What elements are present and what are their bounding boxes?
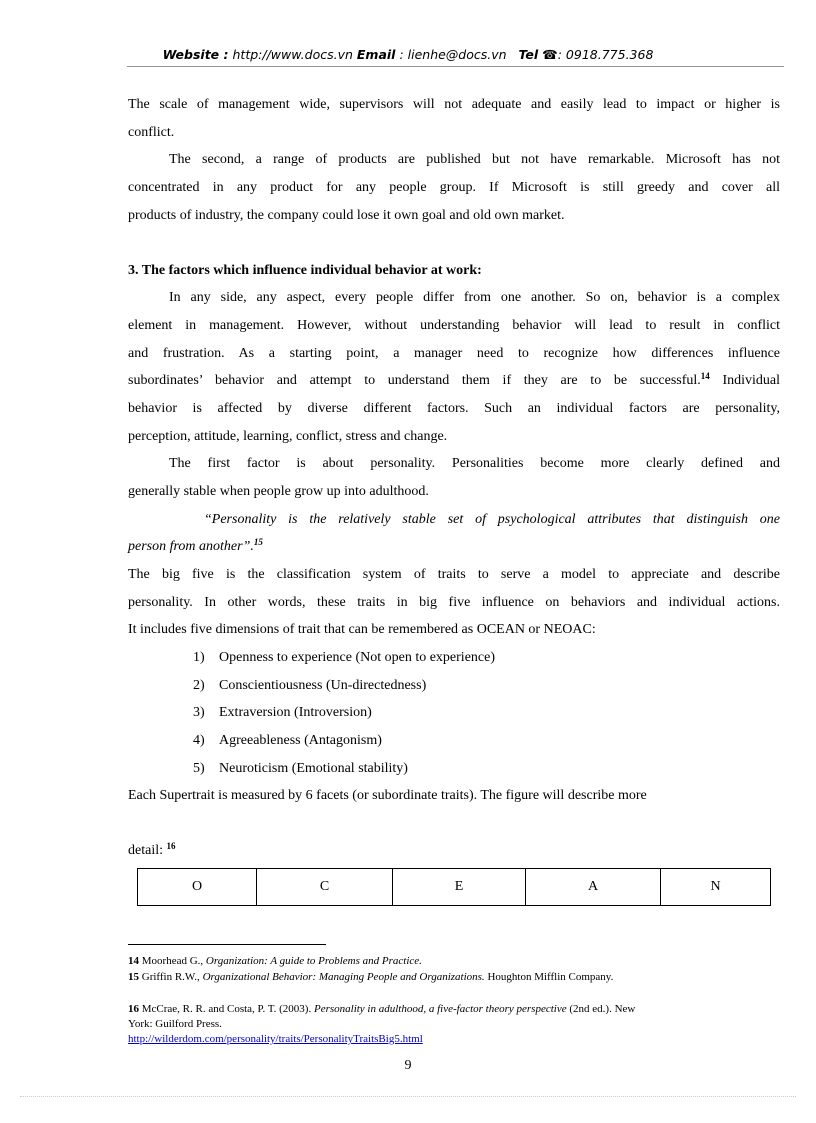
paragraph-3-line-1: In any side, any aspect, every people differ from one another. So on, behavior is a complex [169, 290, 780, 305]
website-label: Website : [162, 47, 229, 62]
footnote-15-number: 15 [128, 971, 139, 983]
paragraph-3-line-6: perception, attitude, learning, conflict, stress and change. [128, 429, 448, 444]
list-text: Agreeableness (Antagonism) [219, 733, 382, 748]
list-text: Conscientiousness (Un-directedness) [219, 678, 427, 693]
page-header [0, 47, 816, 62]
paragraph-5-line-2: personality. In other words, these traits in big five influence on behaviors and individual actions. [128, 595, 780, 610]
paragraph-1-line-1: The scale of management wide, supervisors will not adequate and easily lead to impact or higher is [128, 97, 780, 112]
footnote-14-title: Organization: A guide to Problems and Practice. [205, 955, 422, 967]
paragraph-2-line-2: concentrated in any product for any people group. If Microsoft is still greedy and cover all [128, 180, 780, 195]
header-divider [127, 66, 784, 67]
website-url: http://www.docs.vn [232, 47, 353, 62]
page-bottom-divider [20, 1096, 796, 1097]
list-text: Neuroticism (Emotional stability) [219, 761, 408, 776]
section-heading: 3. The factors which influence individual behavior at work: [128, 263, 482, 278]
footnote-15-publisher: Houghton Mifflin Company. [484, 971, 614, 983]
list-number: 2) [193, 678, 205, 693]
table-cell-n: N [661, 869, 771, 906]
list-text: Extraversion (Introversion) [219, 705, 372, 720]
paragraph-1-line-2: conflict. [128, 125, 175, 140]
paragraph-3-line-5: behavior is affected by diverse different factors. Such an individual factors are personality, [128, 401, 780, 416]
footnote-15 [128, 970, 613, 985]
quote-line-2-text: person from another”. [128, 539, 254, 554]
table-cell-a: A [526, 869, 661, 906]
footnote-ref-16: 16 [166, 841, 176, 851]
list-item [193, 677, 426, 695]
list-number: 3) [193, 705, 205, 720]
paragraph-3-line-2: element in management. However, without understanding behavior will lead to result in conflict [128, 318, 780, 333]
list-text: Openness to experience (Not open to experience) [219, 650, 495, 665]
page-number: 9 [404, 1058, 412, 1073]
list-item [193, 649, 495, 667]
footnote-15-author: Griffin R.W., [139, 971, 203, 983]
table-cell-e: E [393, 869, 526, 906]
footnote-ref-15: 15 [253, 537, 263, 547]
email-value: : lienhe@docs.vn [399, 47, 507, 62]
tel-label: Tel [518, 47, 539, 62]
paragraph-5-line-1: The big five is the classification system of traits to serve a model to appreciate and describe [128, 567, 780, 582]
paragraph-4-line-2: generally stable when people grow up into adulthood. [128, 484, 429, 499]
footnote-16-rest: (2nd ed.). New [566, 1003, 636, 1015]
paragraph-4-line-1: The first factor is about personality. Personalities become more clearly defined and [169, 456, 780, 471]
paragraph-6-line-2-text: detail: [128, 843, 167, 858]
footnote-14 [128, 954, 422, 969]
paragraph-3-line-3: and frustration. As a starting point, a manager need to recognize how differences influence [128, 346, 780, 361]
list-number: 5) [193, 761, 205, 776]
footnote-16-author: McCrae, R. R. and Costa, P. T. (2003). [139, 1003, 314, 1015]
paragraph-2-line-1: The second, a range of products are published but not have remarkable. Microsoft has not [169, 152, 780, 167]
footnote-16-line-3 [128, 1032, 423, 1047]
list-item [193, 732, 382, 750]
quote-line-2 [128, 538, 780, 556]
phone-icon: ☎ [542, 47, 558, 62]
list-item [193, 704, 372, 722]
table-cell-c: C [257, 869, 393, 906]
list-number: 4) [193, 733, 205, 748]
paragraph-3-line-4-text: subordinates’ behavior and attempt to understand them if they are to be successful. [128, 373, 701, 388]
table-row [138, 869, 771, 906]
footnote-14-number: 14 [128, 955, 139, 967]
footnote-15-title: Organizational Behavior: Managing People and Organizations. [202, 971, 485, 983]
footnote-14-author: Moorhead G., [139, 955, 206, 967]
paragraph-3-line-4 [128, 372, 780, 390]
footnote-16-link[interactable]: http://wilderdom.com/personality/traits/PersonalityTraitsBig5.html [128, 1033, 423, 1045]
email-label: Email [356, 47, 396, 62]
paragraph-5-line-3: It includes five dimensions of trait that can be remembered as OCEAN or NEOAC: [128, 622, 596, 637]
footnote-16-number: 16 [128, 1003, 139, 1015]
tel-value: : 0918.775.368 [557, 47, 654, 62]
footnote-ref-14: 14 [700, 371, 710, 381]
footnote-16-line-2: York: Guilford Press. [128, 1018, 222, 1030]
footnote-divider [128, 944, 326, 945]
footnote-16 [128, 1002, 635, 1017]
ocean-table [137, 868, 771, 906]
quote-line-1: “Personality is the relatively stable set of psychological attributes that distinguish one [204, 512, 780, 527]
list-number: 1) [193, 650, 205, 665]
paragraph-2-line-3: products of industry, the company could lose it own goal and old own market. [128, 208, 565, 223]
footnote-16-title: Personality in adulthood, a five-factor theory perspective [313, 1003, 567, 1015]
paragraph-3-line-4-end: Individual [709, 373, 781, 388]
list-item [193, 760, 408, 778]
table-cell-o: O [138, 869, 257, 906]
paragraph-6-line-1: Each Supertrait is measured by 6 facets (or subordinate traits). The figure will describe more [128, 788, 647, 803]
paragraph-6-line-2 [128, 842, 780, 860]
